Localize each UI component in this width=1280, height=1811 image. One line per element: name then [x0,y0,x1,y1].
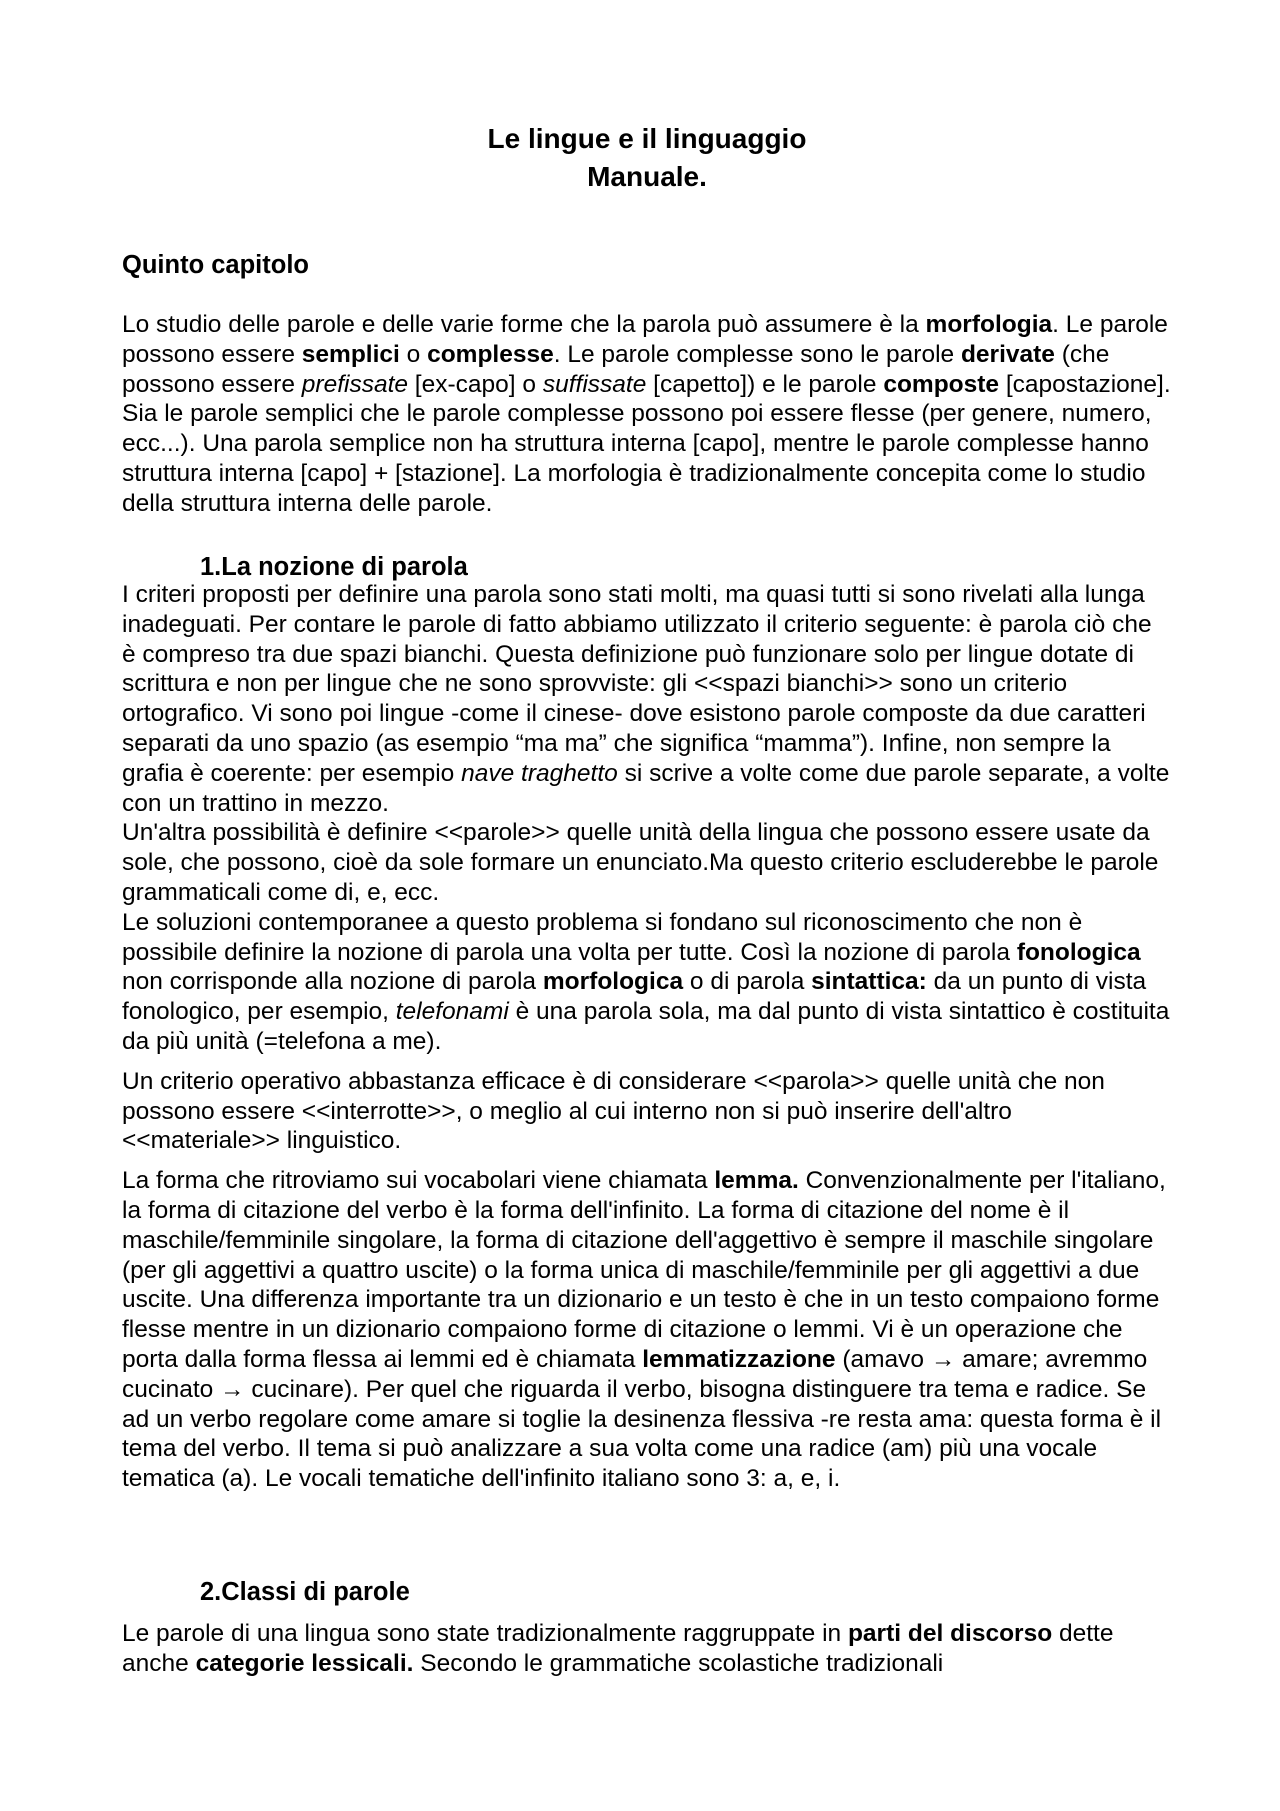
bold-term: lemmatizzazione [642,1345,836,1373]
text-run: Convenzionalmente per l'italiano, la forma di citazione del verbo è la forma dell'infinito. La forma di citazione del nome è il maschile/femminile singolare, la forma di citazione dell'aggettivo è sempre il maschile singolare (per gli aggettivi a quattro uscite) o la forma unica di maschile/femminile per gli aggettivi a due uscite. Una differenza importante tra un dizionario e un testo è che in un testo compaiono forme flesse mentre in un dizionario compaiono forme di citazione o lemmi. Vi è un operazione che porta dalla forma flessa ai lemmi ed è chiamata [122,1167,1166,1373]
section-1-paragraph-2 [122,818,1172,907]
bold-term: semplici [301,340,400,368]
chapter-heading: Quinto capitolo [122,251,309,279]
bold-term: derivate [960,340,1055,368]
text-run: La forma che ritroviamo sui vocabolari viene chiamata [122,1167,715,1195]
bold-term: sintattica: [811,968,927,996]
document-title: Le lingue e il linguaggio [487,123,807,154]
text-run: [capetto]) e le parole [646,370,884,398]
text-run: I criteri proposti per definire una parola sono stati molti, ma quasi tutti si sono rivelati alla lunga inadeguati. Per contare le parole di fatto abbiamo utilizzato il criterio seguente: è parola ciò che è compreso tra due spazi bianchi. Questa definizione può funzionare solo per lingue dotate di scrittura e non per lingue che ne sono sprovviste: gli <<spazi bianchi>> sono un criterio ortografico. Vi sono poi lingue -come il cinese- dove esistono parole composte da due caratteri separati da uno spazio (as esempio “ma ma” che significa “mamma”). Infine, non sempre la grafia è coerente: per esempio [122,581,1152,787]
section-2-heading: 2.Classi di parole [200,1578,410,1606]
section-1-body [122,580,1172,1494]
bold-term: categorie lessicali. [195,1649,414,1677]
italic-term: telefonami [395,998,509,1026]
text-run: Le parole di una lingua sono state tradizionalmente raggruppate in [122,1620,848,1647]
section-1-heading: 1.La nozione di parola [200,553,468,581]
section-2-body [122,1619,1172,1679]
text-run: [ex-capo] o [408,370,543,398]
bold-term: morfologia [925,311,1053,338]
text-run: non corrisponde alla nozione di parola [122,968,543,996]
text-run: (amavo → amare; avremmo cucinato → cucinare). Per quel che riguarda il verbo, bisogna distinguere tra tema e radice. Se ad un verbo regolare come amare si toglie la desinenza flessiva -re resta ama: questa forma è il tema del verbo. Il tema si può analizzare a sua volta come una radice (am) più una vocale tematica (a). Le vocali tematiche dell'infinito italiano sono 3: a, e, i. [122,1345,1162,1493]
section-1-paragraph-1 [122,580,1172,818]
section-1-paragraph-4 [122,1067,1172,1156]
text-run: si scrive a volte come due parole separate, a volte con un trattino in mezzo. [122,759,1170,817]
text-run: Lo studio delle parole e delle varie forme che la parola può assumere è la [122,311,926,338]
text-run: Un'altra possibilità è definire <<parole>> quelle unità della lingua che possono essere usate da sole, che possono, cioè da sole formare un enunciato.Ma questo criterio escluderebbe le parole grammaticali come di, e, ecc. [122,819,1159,906]
text-run: . Le parole complesse sono le parole [553,340,961,368]
text-run: . Le parole possono essere [122,311,1168,368]
bold-term: composte [883,370,1000,398]
italic-term: prefissate [301,370,408,398]
intro-paragraph [122,310,1172,519]
document-subtitle: Manuale. [587,161,707,192]
section-1-paragraph-3 [122,908,1172,1057]
text-run: [capostazione]. Sia le parole semplici che le parole complesse possono poi essere flesse (per genere, numero, ecc...). Una parola semplice non ha struttura interna [capo], mentre le parole complesse hanno struttura interna [capo] + [stazione]. La morfologia è tradizionalmente concepita come lo studio della struttura interna delle parole. [122,370,1171,517]
text-run: dette anche [122,1620,1114,1677]
bold-term: fonologica [1016,938,1141,966]
italic-term: suffissate [542,370,647,398]
bold-term: parti del discorso [847,1620,1053,1647]
section-1-paragraph-5 [122,1166,1172,1494]
text-run: Le soluzioni contemporanee a questo problema si fondano sul riconoscimento che non è possibile definire la nozione di parola una volta per tutte. Così la nozione di parola [122,908,1083,966]
bold-term: complesse [427,340,554,368]
text-run: Secondo le grammatiche scolastiche tradizionali [413,1649,944,1677]
italic-term: nave traghetto [461,759,618,787]
section-2-paragraph-1 [122,1619,1172,1679]
text-run: o di parola [683,968,812,996]
text-run: Un criterio operativo abbastanza efficace è di considerare <<parola>> quelle unità che non possono essere <<interrotte>>, o meglio al cui interno non si può inserire dell'altro <<materiale>> linguistico. [122,1067,1105,1155]
text-run: o [399,340,428,368]
text-run: da un punto di vista fonologico, per esempio, [122,968,1147,1026]
document-title-block [122,120,1172,196]
intro-text [122,310,1172,519]
bold-term: morfologica [542,968,684,996]
text-run: è una parola sola, ma dal punto di vista sintattico è costituita da più unità (=telefona a me). [122,998,1170,1055]
text-run: (che possono essere [122,340,1110,398]
bold-term: lemma. [714,1167,799,1195]
